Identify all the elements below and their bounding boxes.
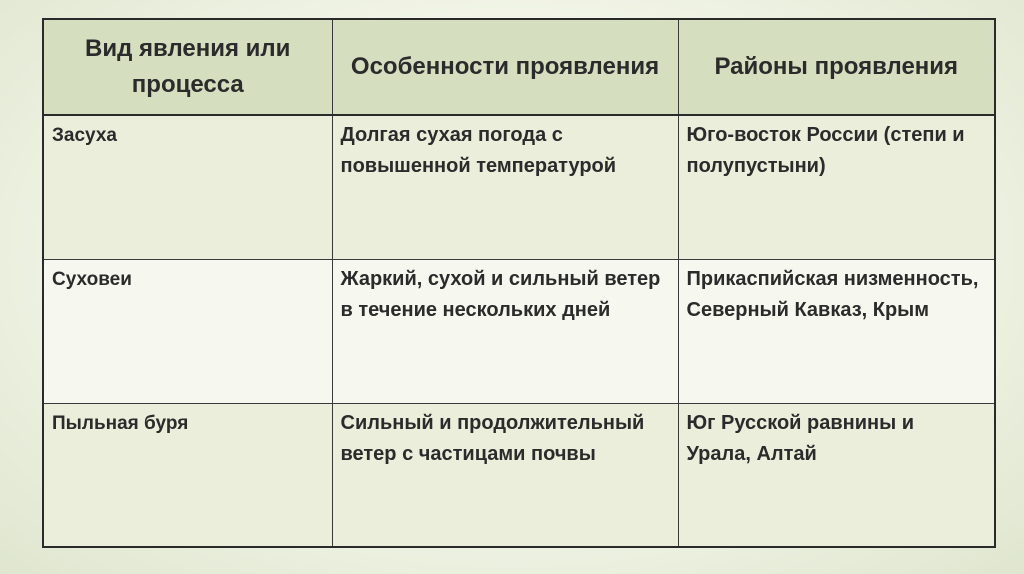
cell-regions: Юго-восток России (степи и полупустыни)	[678, 115, 995, 259]
table-row	[43, 403, 995, 547]
cell-features: Долгая сухая погода с повышенной температурой	[332, 115, 678, 259]
header-features: Особенности проявления	[332, 19, 678, 115]
cell-features: Сильный и продолжительный ветер с частицами почвы	[332, 403, 678, 547]
table-row	[43, 115, 995, 259]
phenomena-table	[42, 18, 996, 548]
header-row	[43, 19, 995, 115]
cell-features: Жаркий, сухой и сильный ветер в течение нескольких дней	[332, 259, 678, 403]
cell-regions: Прикаспийская низменность, Северный Кавказ, Крым	[678, 259, 995, 403]
table-header	[43, 19, 995, 115]
cell-phenomenon: Суховеи	[43, 259, 332, 403]
header-phenomenon-type: Вид явления или процесса	[43, 19, 332, 115]
cell-phenomenon: Засуха	[43, 115, 332, 259]
cell-regions: Юг Русской равнины и Урала, Алтай	[678, 403, 995, 547]
header-regions: Районы проявления	[678, 19, 995, 115]
cell-phenomenon: Пыльная буря	[43, 403, 332, 547]
table-body	[43, 115, 995, 547]
table-row	[43, 259, 995, 403]
